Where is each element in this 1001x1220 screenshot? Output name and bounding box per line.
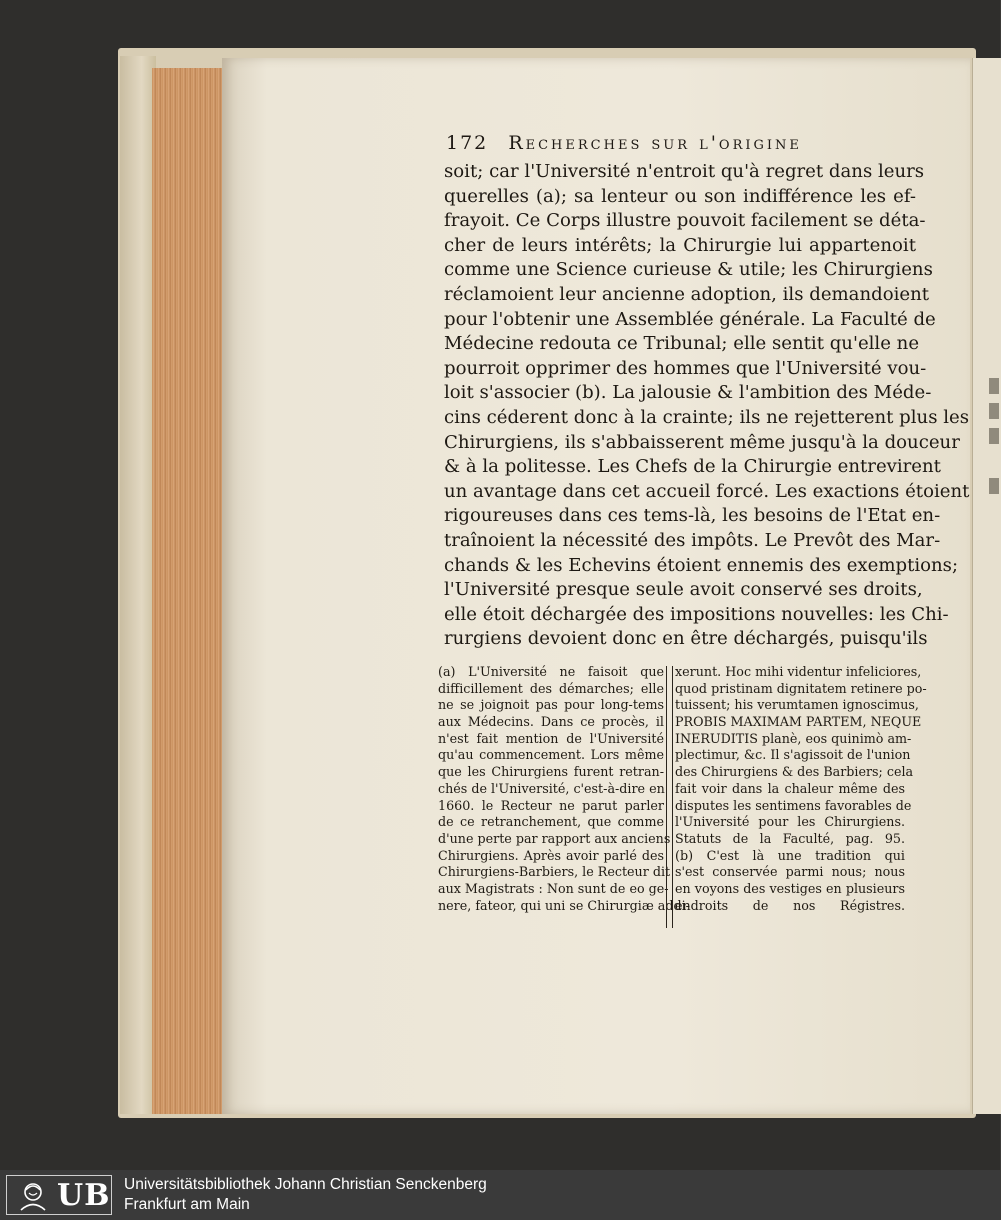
main-text-block (444, 160, 970, 652)
running-head-title: Recherches sur l'origine (508, 132, 802, 154)
footnote-line: tuissent; his verumtamen ignoscimus, (675, 697, 919, 713)
text-line: rurgiens devoient donc en être déchargés, puisqu'ils (444, 628, 928, 650)
text-line: rigoureuses dans ces tems-là, les besoins de l'Etat en- (444, 505, 941, 527)
library-footer-bar (0, 1170, 1000, 1220)
footnote-line: chés de l'Université, c'est-à-dire en (438, 780, 665, 796)
text-line: soit; car l'Université n'entroit qu'à regret dans leurs (444, 161, 925, 182)
text-line: chands & les Echevins étoient ennemis des exemptions; (444, 554, 959, 576)
footnote-line: des Chirurgiens & des Barbiers; cela (675, 764, 914, 780)
footnote-line: quod pristinam dignitatem retinere po- (675, 680, 927, 696)
running-head (446, 132, 926, 160)
footnote-line: n'est fait mention de l'Université (438, 730, 664, 746)
footnote-line: INERUDITIS planè, eos quinimò am- (675, 730, 912, 746)
text-line: Chirurgiens, ils s'abbaisserent même jusqu'à la douceur (444, 431, 960, 453)
text-line: un avantage dans cet accueil forcé. Les exactions étoient (444, 480, 970, 502)
footnote-line: l'Université pour les Chirurgiens. (675, 814, 905, 830)
text-line: cins céderent donc à la crainte; ils ne rejetterent plus les (444, 406, 970, 428)
footnote-line: ne se joignoit pas pour long-tems (438, 697, 664, 713)
footnote-column-divider (666, 666, 673, 928)
footnote-line: que les Chirurgiens furent retran- (438, 764, 664, 780)
library-logo[interactable] (6, 1175, 112, 1215)
text-line: querelles (a); sa lenteur ou son indifférence les ef- (444, 185, 916, 207)
text-line: réclamoient leur ancienne adoption, ils demandoient (444, 283, 930, 305)
footnote-line: difficillement des démarches; elle (438, 680, 664, 696)
footnote-line: qu'au commencement. Lors même (438, 747, 664, 763)
footnote-line: Chirurgiens-Barbiers, le Recteur dit (438, 864, 671, 880)
facing-page-glyph (989, 378, 999, 394)
text-line: elle étoit déchargée des impositions nouvelles: les Chi- (444, 603, 949, 625)
footnote-line: Statuts de la Faculté, pag. 95. (675, 830, 905, 846)
facing-page-glyph (989, 478, 999, 494)
footnote-line: s'est conservée parmi nous; nous (675, 864, 905, 880)
footnote-line: d'une perte par rapport aux anciens (438, 830, 671, 846)
page-stack-edge (152, 68, 224, 1114)
footnote-line: endroits de nos Régistres. (675, 897, 905, 913)
facing-page-glyph (989, 428, 999, 444)
text-line: l'Université presque seule avoit conservé ses droits, (444, 579, 923, 601)
footnote-line: en voyons des vestiges en plusieurs (675, 880, 905, 896)
text-line: pourroit opprimer des hommes que l'Université vou- (444, 357, 927, 379)
library-name: Universitätsbibliothek Johann Christian Senckenberg (124, 1176, 487, 1193)
footnote-line: disputes les sentimens favorables de (675, 797, 912, 813)
footnote-line: xerunt. Hoc mihi videntur infeliciores, (675, 664, 922, 679)
text-line: frayoit. Ce Corps illustre pouvoit facilement se déta- (444, 210, 926, 232)
text-line: comme une Science curieuse & utile; les Chirurgiens (444, 259, 933, 281)
text-line: & à la politesse. Les Chefs de la Chirurgie entrevirent (444, 456, 941, 478)
text-line: cher de leurs intérêts; la Chirurgie lui appartenoit (444, 234, 916, 256)
text-line: pour l'obtenir une Assemblée générale. La Faculté de (444, 308, 936, 330)
book-cover-edge (120, 56, 156, 1114)
facing-page-glyph (989, 403, 999, 419)
library-logo-letters: UB (57, 1178, 111, 1213)
footnote-line: plectimur, &c. Il s'agissoit de l'union (675, 747, 911, 763)
footnote-line: (a) L'Université ne faisoit que (438, 664, 664, 679)
text-line: traînoient la nécessité des impôts. Le Prevôt des Mar- (444, 529, 941, 551)
footnote-line: de ce retranchement, que comme (438, 814, 664, 830)
footnote-line: aux Magistrats : Non sunt de eo ge- (438, 880, 669, 896)
footnote-column-right (675, 664, 927, 914)
footnote-line: fait voir dans la chaleur même des (675, 780, 905, 796)
footnote-column-left (438, 664, 690, 914)
footnote-line: aux Médecins. Dans ce procès, il (438, 714, 664, 730)
footnote-line: (b) C'est là une tradition qui (675, 847, 905, 863)
footnote-line: Chirurgiens. Après avoir parlé des (438, 847, 664, 863)
footnote-line: nere, fateor, qui uni se Chirurgiæ addi- (438, 897, 690, 913)
footnote-line: 1660. le Recteur ne parut parler (438, 797, 664, 813)
footnote-line: PROBIS MAXIMAM PARTEM, NEQUE (675, 714, 922, 730)
facing-page-edge (972, 58, 1001, 1114)
text-line: Médecine redouta ce Tribunal; elle sentit qu'elle ne (444, 333, 920, 355)
library-emblem-icon (13, 1179, 53, 1211)
page-number: 172 (446, 132, 489, 154)
text-line: loit s'associer (b). La jalousie & l'ambition des Méde- (444, 382, 932, 404)
library-city: Frankfurt am Main (124, 1196, 250, 1213)
